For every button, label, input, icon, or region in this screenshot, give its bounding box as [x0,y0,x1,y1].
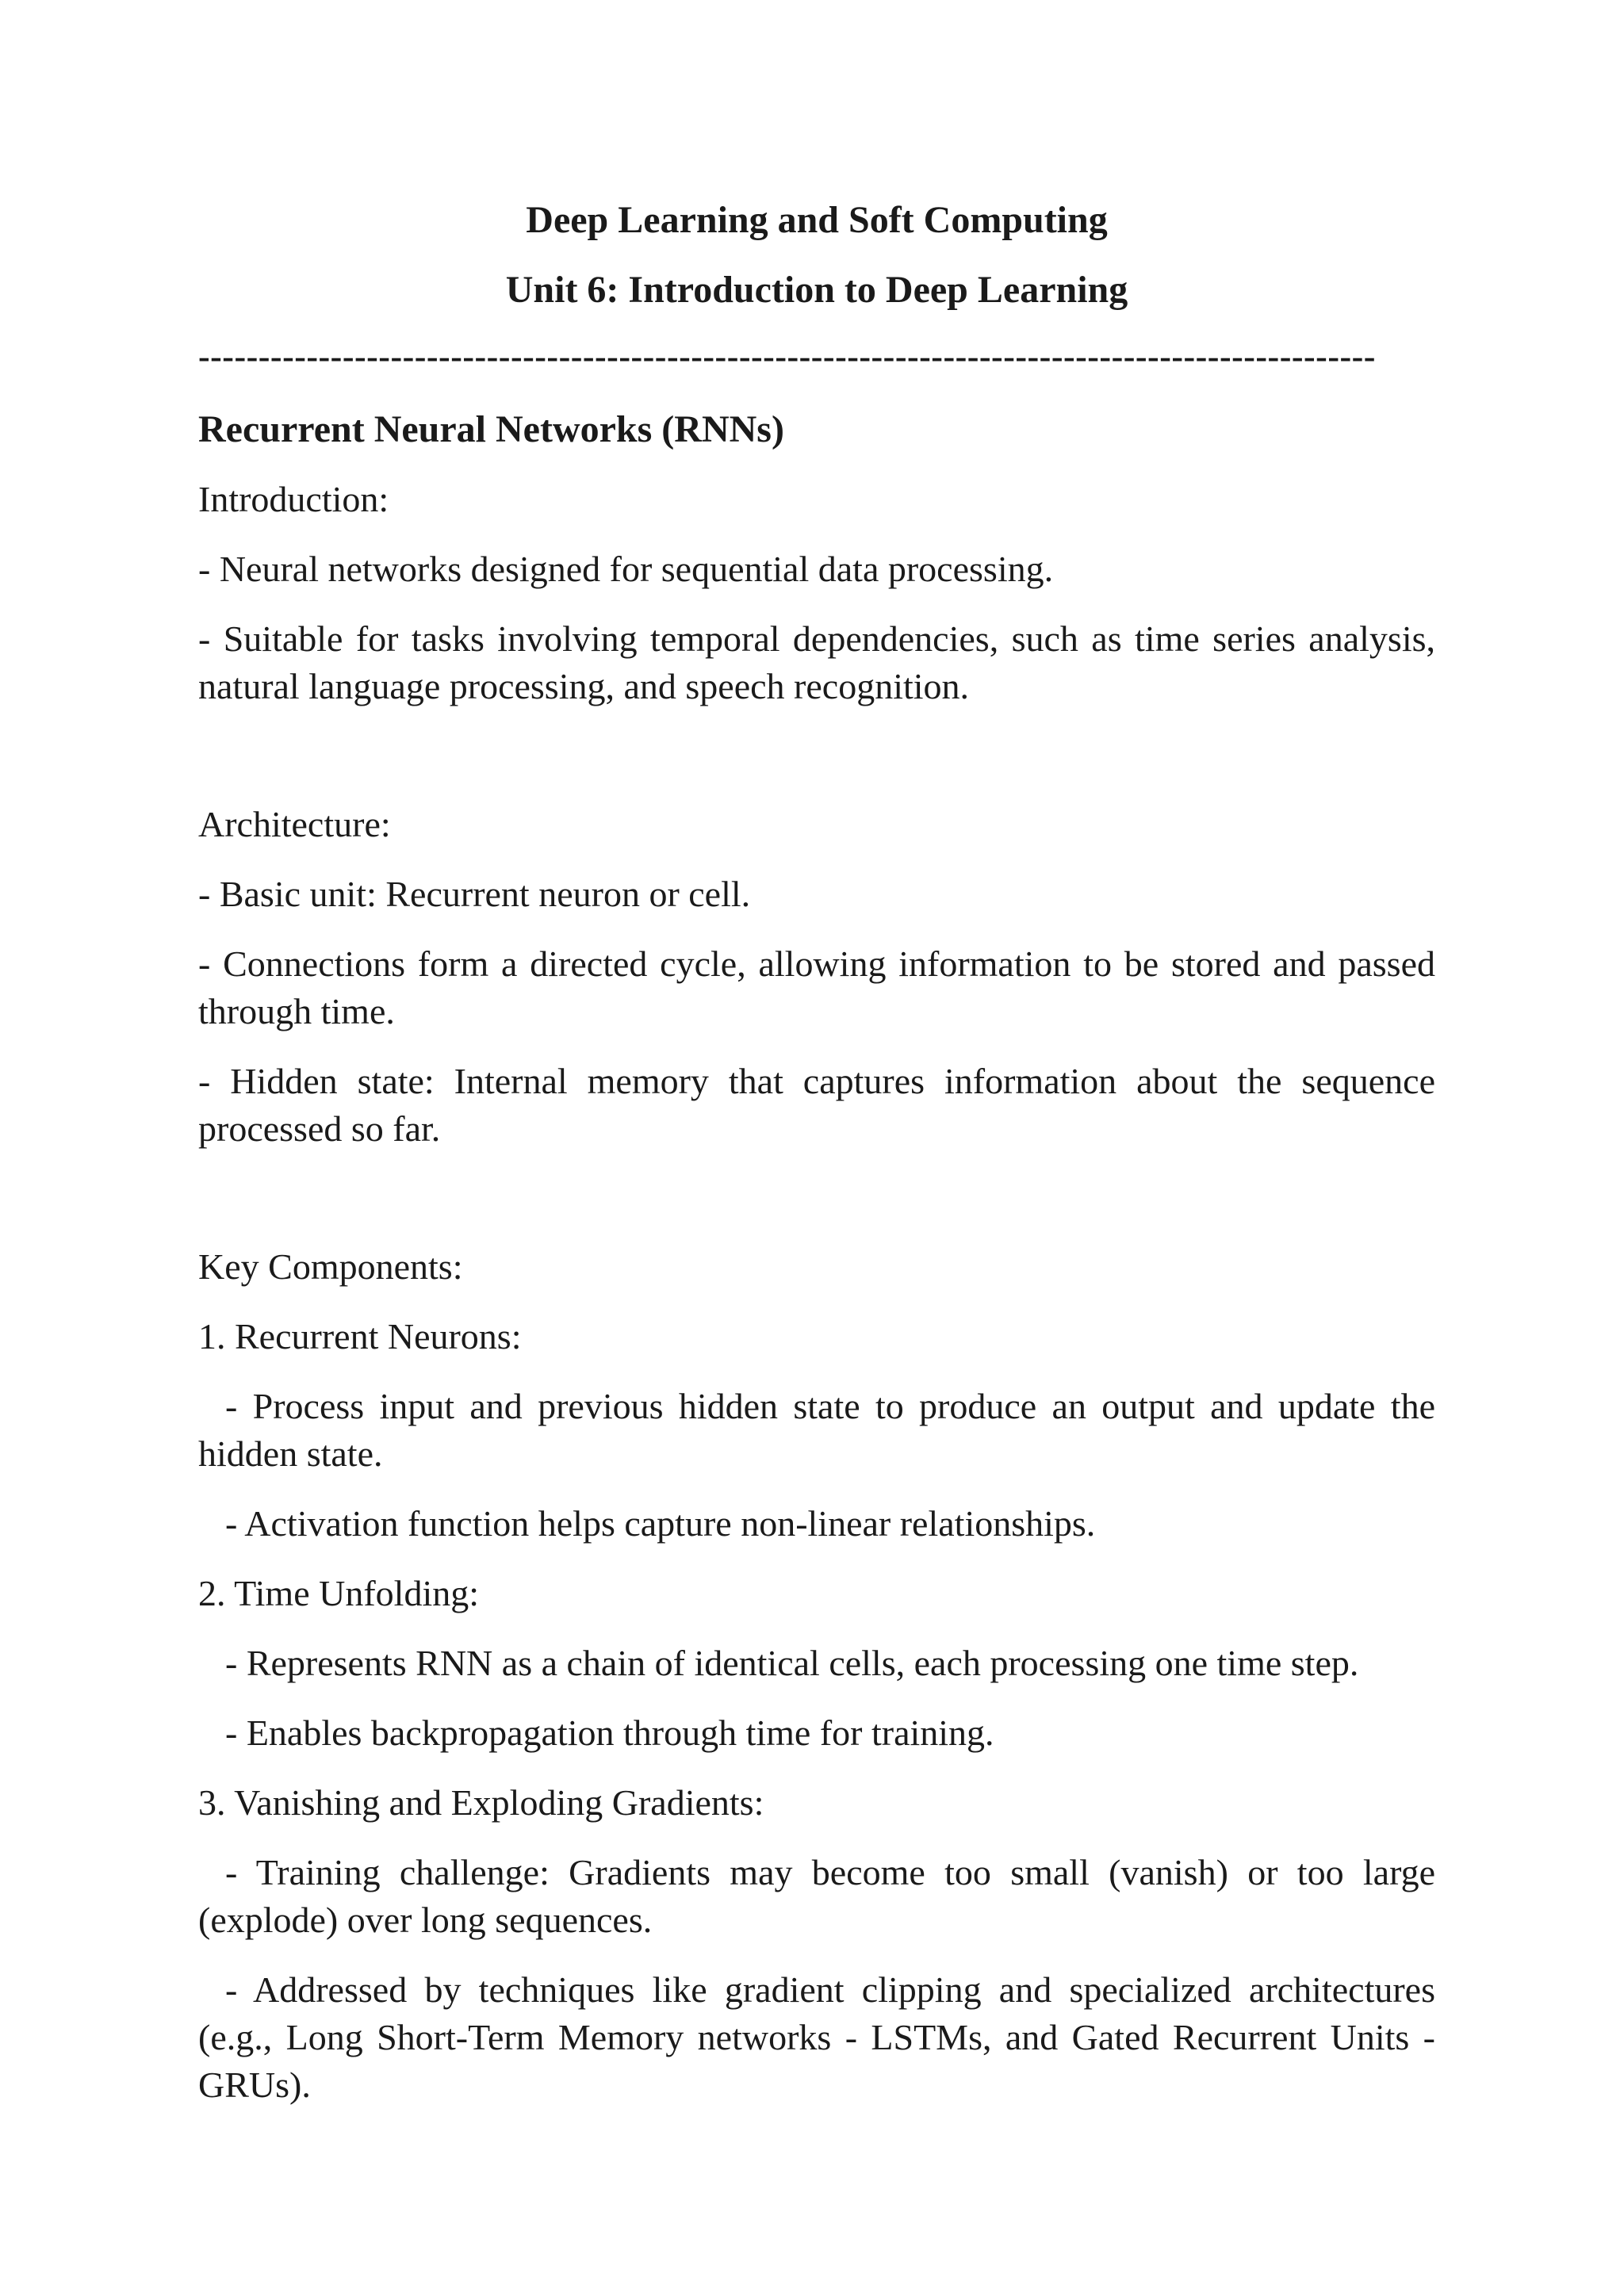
unit-title: Unit 6: Introduction to Deep Learning [505,269,1128,311]
course-title: Deep Learning and Soft Computing [526,199,1108,241]
introduction-label: Introduction: [198,479,389,519]
divider-line: -------------------------------------------------------------------------------------------------- [198,337,1376,376]
component-point: - Process input and previous hidden state to produce an output and update the hidden state. [198,1386,1435,1474]
component-title: 2. Time Unfolding: [198,1573,480,1613]
component-title: 1. Recurrent Neurons: [198,1316,522,1357]
document-page [198,0,1435,2296]
component-title: 3. Vanishing and Exploding Gradients: [198,1782,764,1823]
component-point: - Represents RNN as a chain of identical cells, each processing one time step. [225,1643,1359,1683]
architecture-item: - Hidden state: Internal memory that captures information about the sequence processed so far. [198,1061,1435,1149]
key-components-label: Key Components: [198,1246,463,1287]
architecture-item: - Basic unit: Recurrent neuron or cell. [198,874,751,914]
section-heading: Recurrent Neural Networks (RNNs) [198,408,784,450]
component-point: - Training challenge: Gradients may become too small (vanish) or too large (explode) over long sequences. [198,1852,1435,1940]
component-point: - Activation function helps capture non-linear relationships. [225,1503,1096,1544]
introduction-item: - Neural networks designed for sequential data processing. [198,549,1054,589]
architecture-item: - Connections form a directed cycle, allowing information to be stored and passed through time. [198,943,1435,1031]
introduction-item: - Suitable for tasks involving temporal dependencies, such as time series analysis, natural language processing, and speech recognition. [198,618,1435,706]
architecture-label: Architecture: [198,804,391,844]
component-point: - Enables backpropagation through time for training. [225,1712,994,1753]
component-point: - Addressed by techniques like gradient clipping and specialized architectures (e.g., Long Short-Term Memory networks - LSTMs, and Gated Recurrent Units - GRUs). [198,1969,1435,2105]
